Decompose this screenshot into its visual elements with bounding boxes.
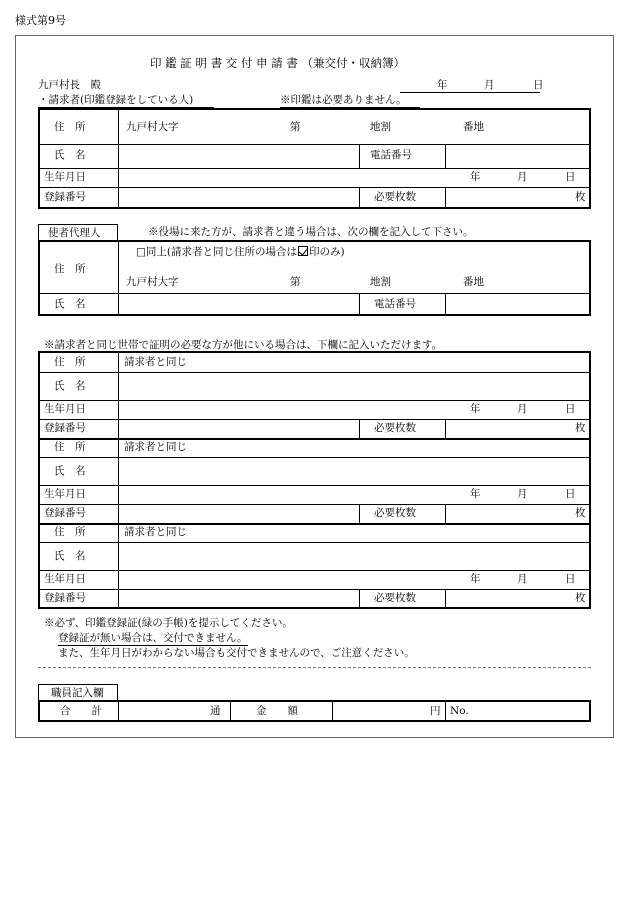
member2-copies-label: 必要枚数 <box>374 507 416 519</box>
member1-address-label: 住 所 <box>54 356 86 368</box>
seal-note: ※印鑑は必要ありません。 <box>280 95 420 108</box>
member2-birth-year: 年 <box>470 488 481 500</box>
note-line-3: また、生年月日がわからない場合も交付できませんので、ご注意ください。 <box>58 647 415 659</box>
applicant-address-dai: 第 <box>290 121 301 133</box>
applicant-address-label: 住 所 <box>54 121 86 133</box>
staff-total-label: 合 計 <box>60 705 102 717</box>
member3-address-value[interactable]: 請求者と同じ <box>124 526 187 538</box>
member1-birth-year: 年 <box>470 403 481 415</box>
household-note: ※請求者と同じ世帯で証明の必要な方が他にいる場合は、下欄に記入いただけます。 <box>44 339 443 351</box>
agent-address-banchi: 番地 <box>463 276 484 288</box>
member1-birthdate-label: 生年月日 <box>44 403 86 415</box>
member3-name-label: 氏 名 <box>54 550 86 562</box>
member2-copies-unit: 枚 <box>575 507 586 519</box>
member3-birthdate-label: 生年月日 <box>44 573 86 585</box>
member3-copies-unit: 枚 <box>575 592 586 604</box>
staff-no-label: No. <box>450 705 469 717</box>
applicant-phone-label: 電話番号 <box>370 149 412 161</box>
agent-same-address-option[interactable] <box>136 246 345 258</box>
member3-regno-label: 登録番号 <box>44 592 86 604</box>
member3-address-label: 住 所 <box>54 526 86 538</box>
date-day-label: 日 <box>533 79 544 91</box>
staff-table <box>38 700 591 722</box>
applicant-name-label: 氏 名 <box>54 149 86 161</box>
member2-birthdate-label: 生年月日 <box>44 488 86 500</box>
agent-note: ※役場に来た方が、請求者と違う場合は、次の欄を記入して下さい。 <box>148 226 474 238</box>
member3-birth-year: 年 <box>470 573 481 585</box>
addressee: 九戸村長 殿 <box>38 79 101 91</box>
agent-same-suffix: 印のみ) <box>309 246 345 258</box>
member2-birth-day: 日 <box>565 488 576 500</box>
agent-table <box>38 240 591 316</box>
member1-birth-month: 月 <box>517 403 528 415</box>
agent-address-chiwari: 地割 <box>370 276 391 288</box>
agent-address-label: 住 所 <box>54 263 86 275</box>
cut-line-divider <box>38 667 591 668</box>
agent-name-label: 氏 名 <box>54 298 86 310</box>
member1-regno-label: 登録番号 <box>44 422 86 434</box>
applicant-regno-label: 登録番号 <box>44 191 86 203</box>
member2-name-label: 氏 名 <box>54 465 86 477</box>
member1-copies-label: 必要枚数 <box>374 422 416 434</box>
member1-birth-day: 日 <box>565 403 576 415</box>
member2-address-label: 住 所 <box>54 441 86 453</box>
applicant-copies-unit: 枚 <box>575 191 586 203</box>
staff-tsu-unit: 通 <box>210 705 221 717</box>
member1-name-label: 氏 名 <box>54 380 86 392</box>
applicant-birthdate-label: 生年月日 <box>44 171 86 183</box>
member2-address-value[interactable]: 請求者と同じ <box>124 441 187 453</box>
agent-tag: 使者代理人 <box>48 227 101 239</box>
member2-regno-label: 登録番号 <box>44 507 86 519</box>
applicant-birth-day: 日 <box>565 171 576 183</box>
member1-copies-unit: 枚 <box>575 422 586 434</box>
member1-address-value[interactable]: 請求者と同じ <box>124 356 187 368</box>
note-line-1: ※必ず、印鑑登録証(緑の手帳)を提示してください。 <box>44 617 293 629</box>
staff-amount-label: 金 額 <box>256 705 298 717</box>
applicant-caption: ・請求者(印鑑登録をしている人) <box>38 95 214 108</box>
member2-birth-month: 月 <box>517 488 528 500</box>
note-line-2: 登録証が無い場合は、交付できません。 <box>58 632 248 644</box>
applicant-address-chiwari: 地割 <box>370 121 391 133</box>
household-table <box>38 351 591 609</box>
applicant-address-banchi: 番地 <box>463 121 484 133</box>
date-underline <box>400 92 540 93</box>
member3-copies-label: 必要枚数 <box>374 592 416 604</box>
applicant-birth-month: 月 <box>517 171 528 183</box>
agent-same-prefix: □同上(請求者と同じ住所の場合は <box>136 246 298 258</box>
staff-yen-unit: 円 <box>430 705 441 717</box>
member3-birth-month: 月 <box>517 573 528 585</box>
form-number: 様式第9号 <box>15 14 66 27</box>
member3-birth-day: 日 <box>565 573 576 585</box>
form-title: 印 鑑 証 明 書 交 付 申 請 書 （兼交付・収納簿） <box>150 56 406 70</box>
agent-phone-label: 電話番号 <box>374 298 416 310</box>
date-year-label: 年 <box>437 79 448 91</box>
agent-address-village[interactable]: 九戸村大字 <box>126 276 179 288</box>
check-icon[interactable] <box>298 246 308 256</box>
applicant-birth-year: 年 <box>470 171 481 183</box>
agent-address-dai: 第 <box>290 276 301 288</box>
applicant-copies-label: 必要枚数 <box>374 191 416 203</box>
staff-tag: 職員記入欄 <box>51 687 104 699</box>
date-month-label: 月 <box>484 79 495 91</box>
applicant-address-village[interactable]: 九戸村大字 <box>126 121 179 133</box>
applicant-table <box>38 108 591 209</box>
